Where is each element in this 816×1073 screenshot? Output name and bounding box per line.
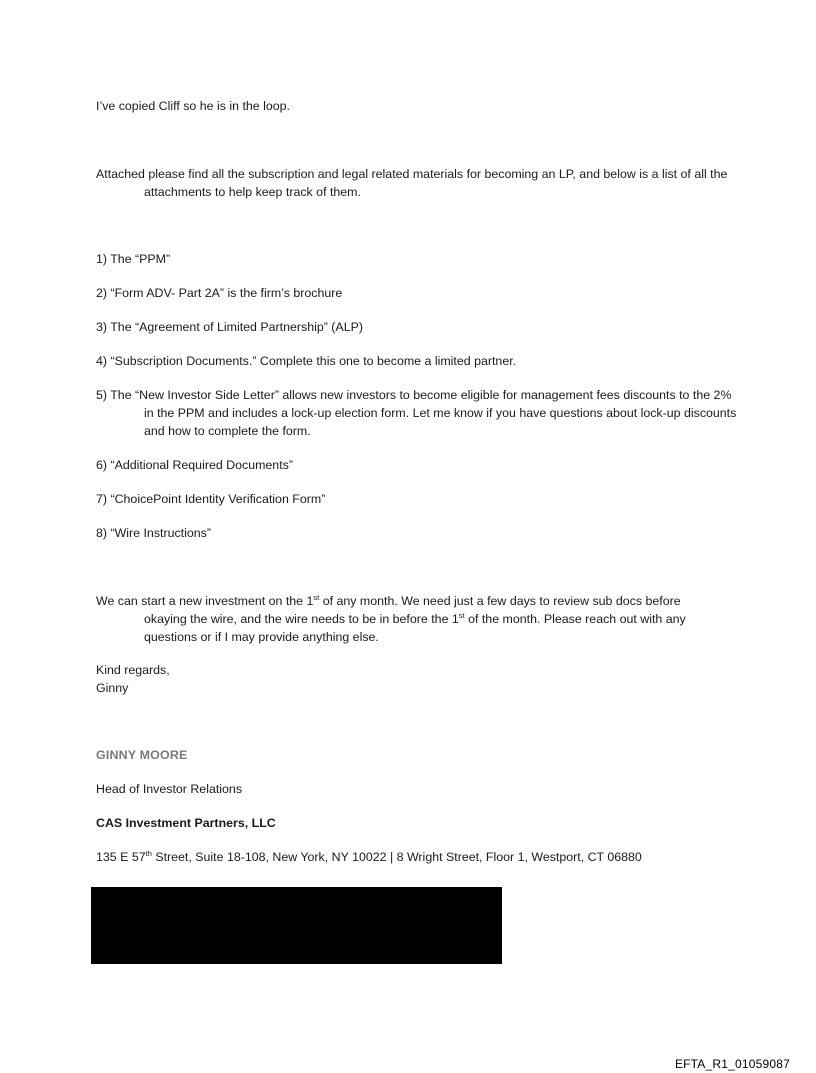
list-item: 1) The “PPM” (96, 252, 171, 266)
signature-title: Head of Investor Relations (96, 782, 243, 796)
attachments-intro-paragraph: Attached please find all the subscription and legal related materials for becoming an LP, and below is a list of all the attachments to help keep track of them. (96, 167, 728, 199)
ordinal-suffix: th (145, 849, 152, 858)
regards-line: Kind regards, (96, 663, 170, 677)
closing-text-2: of any month. We need just a few days to review sub docs before okaying the wire, and the wire needs to be in before the 1 (144, 594, 681, 626)
closing-text-1: We can start a new investment on the 1 (96, 594, 314, 608)
redaction-block (91, 887, 502, 964)
ordinal-suffix: st (458, 611, 465, 620)
closing-paragraph (96, 592, 724, 646)
address-text-2: Street, Suite 18-108, New York, NY 10022 | 8 Wright Street, Floor 1, Westport, CT 06880 (151, 850, 642, 864)
signature-address (96, 848, 714, 866)
list-item: 5) The “New Investor Side Letter” allows new investors to become eligible for management fees discounts to the 2% in the PPM and includes a lock-up election form. Let me know if you have questions about lock-up discounts and how to complete the form. (96, 388, 737, 438)
list-item: 8) “Wire Instructions” (96, 526, 211, 540)
document-id-stamp: EFTA_R1_01059087 (674, 1057, 790, 1071)
list-item: 4) “Subscription Documents.” Complete this one to become a limited partner. (96, 354, 517, 368)
sender-first-name: Ginny (96, 681, 129, 695)
list-item: 6) “Additional Required Documents” (96, 458, 293, 472)
intro-paragraph: I’ve copied Cliff so he is in the loop. (96, 99, 291, 113)
ordinal-suffix: st (313, 593, 320, 602)
list-item: 3) The “Agreement of Limited Partnership” (ALP) (96, 320, 363, 334)
signature-company: CAS Investment Partners, LLC (96, 816, 276, 830)
address-text-1: 135 E 57 (96, 850, 146, 864)
closing-text-3: of the month. Please reach out with any questions or if I may provide anything else. (144, 612, 686, 644)
list-item: 7) “ChoicePoint Identity Verification Form” (96, 492, 326, 506)
list-item: 2) “Form ADV- Part 2A” is the firm’s brochure (96, 286, 343, 300)
signature-name: GINNY MOORE (96, 748, 188, 762)
